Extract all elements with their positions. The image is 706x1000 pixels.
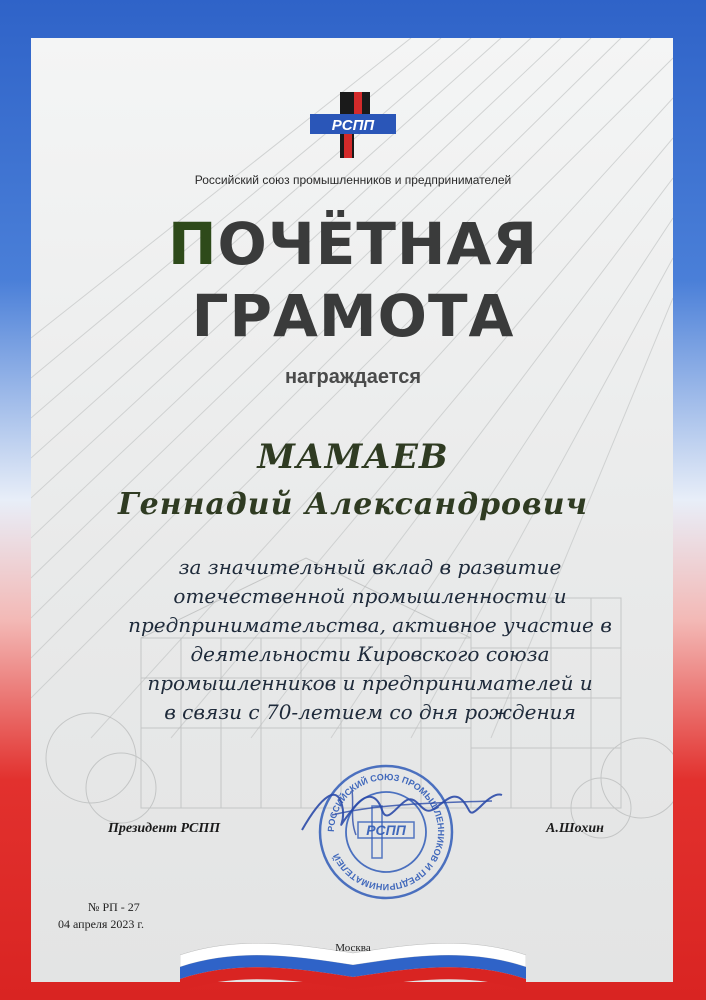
awarded-label: награждается (284, 366, 422, 388)
seal-center-text: РСПП (366, 822, 406, 838)
citation-line: в связи с 70-летием со дня рождения (164, 700, 576, 724)
tricolor-ribbon (180, 925, 526, 995)
signatory-name: А.Шохин (546, 821, 604, 836)
citation-line: за значительный вклад в развитие (178, 555, 562, 579)
rspp-logo (310, 92, 396, 158)
citation-line: промышленников и предпринимателей и (147, 671, 593, 695)
document-number: № РП - 27 (88, 900, 140, 914)
citation-line: деятельности Кировского союза (190, 642, 550, 666)
signatory-position: Президент РСПП (108, 821, 221, 836)
recipient-surname: МАМАЕВ (257, 437, 449, 477)
city-label: Москва (335, 942, 371, 954)
recipient-given-names: Геннадий Александрович (117, 487, 589, 522)
citation-text (90, 553, 650, 727)
logo-text: РСПП (331, 117, 375, 134)
document-date: 04 апреля 2023 г. (58, 917, 144, 931)
citation-line: отечественной промышленности и (173, 584, 567, 608)
signature (292, 775, 507, 845)
title-line-2: ГРАМОТА (191, 282, 515, 350)
citation-line: предпринимательства, активное участие в (128, 613, 612, 637)
title-line-1 (0, 210, 706, 278)
title-line-1-rest: ОЧЁТНАЯ (217, 210, 538, 278)
seal-ring-text: РОССИЙСКИЙ СОЮЗ ПРОМЫШЛЕННИКОВ И ПРЕДПРИНИМАТЕЛЕЙ (325, 771, 447, 893)
organization-name: Российский союз промышленников и предпринимателей (194, 173, 512, 187)
title-first-letter: П (168, 210, 218, 278)
